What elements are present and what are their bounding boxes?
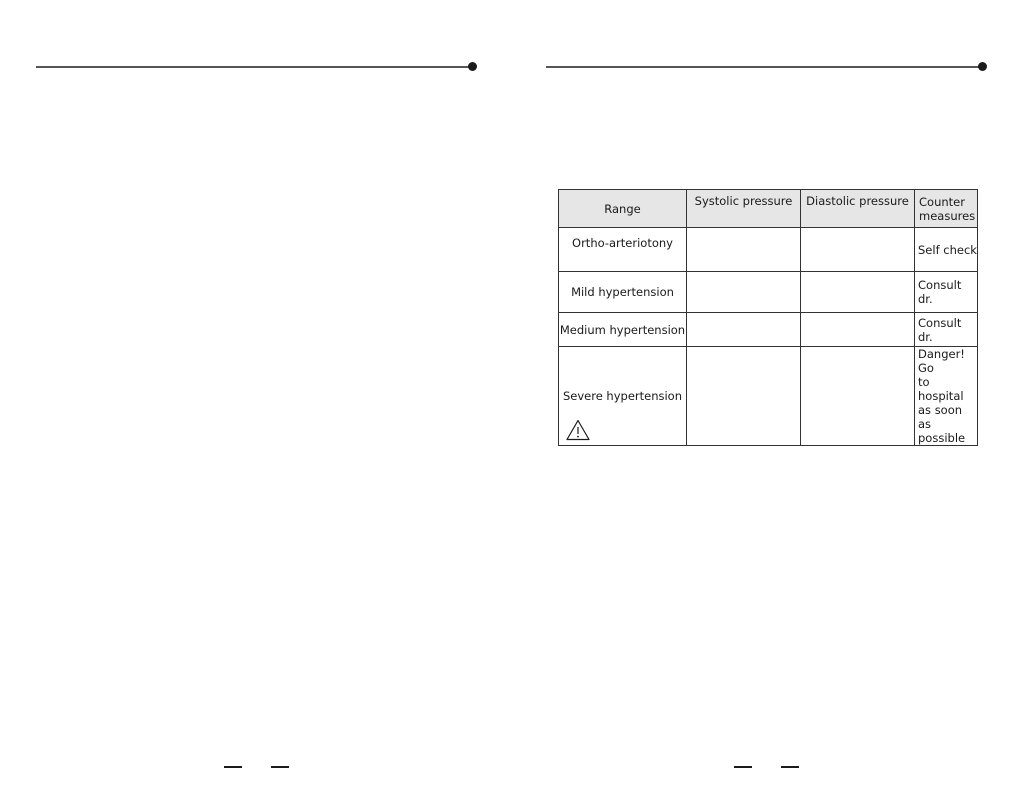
range-cell: Ortho-arteriotony bbox=[559, 228, 687, 272]
left-page-number-dash-right bbox=[271, 766, 289, 768]
counter-measure-line: Danger! Go bbox=[918, 347, 965, 375]
counter-measure-line: possible bbox=[918, 431, 966, 445]
warning-triangle-icon bbox=[566, 419, 590, 441]
header-range: Range bbox=[559, 190, 687, 228]
header-systolic-pressure: Systolic pressure bbox=[687, 190, 801, 228]
systolic-cell bbox=[687, 347, 801, 446]
counter-measure-cell: Consult dr. bbox=[915, 313, 978, 347]
right-page-number-dash-right bbox=[781, 766, 799, 768]
range-cell: Mild hypertension bbox=[559, 272, 687, 313]
systolic-cell bbox=[687, 313, 801, 347]
left-page-header-rule bbox=[36, 66, 472, 68]
table-row bbox=[559, 347, 978, 446]
table-row bbox=[559, 272, 978, 313]
table-row bbox=[559, 313, 978, 347]
header-diastolic-pressure: Diastolic pressure bbox=[801, 190, 915, 228]
header-counter-measures bbox=[915, 190, 978, 228]
left-page-header-dot bbox=[468, 62, 477, 71]
header-counter-line1: Counter bbox=[919, 194, 965, 209]
header-counter-line2: measures bbox=[919, 208, 976, 223]
right-page-number-dash-left bbox=[734, 766, 752, 768]
systolic-cell bbox=[687, 228, 801, 272]
counter-measure-line: to hospital bbox=[918, 375, 964, 403]
counter-measure-line: as soon as bbox=[918, 403, 963, 431]
right-page-header-rule bbox=[546, 66, 982, 68]
table-header-row bbox=[559, 190, 978, 228]
counter-measure-cell: Self check bbox=[915, 228, 978, 272]
counter-measure-cell bbox=[915, 347, 978, 446]
systolic-cell bbox=[687, 272, 801, 313]
diastolic-cell bbox=[801, 272, 915, 313]
blood-pressure-classification-table bbox=[558, 189, 978, 446]
right-page-header-dot bbox=[978, 62, 987, 71]
diastolic-cell bbox=[801, 228, 915, 272]
range-cell: Severe hypertension bbox=[559, 347, 687, 446]
diastolic-cell bbox=[801, 347, 915, 446]
table-row bbox=[559, 228, 978, 272]
left-page-number-dash-left bbox=[224, 766, 242, 768]
counter-measure-cell: Consult dr. bbox=[915, 272, 978, 313]
diastolic-cell bbox=[801, 313, 915, 347]
range-cell: Medium hypertension bbox=[559, 313, 687, 347]
